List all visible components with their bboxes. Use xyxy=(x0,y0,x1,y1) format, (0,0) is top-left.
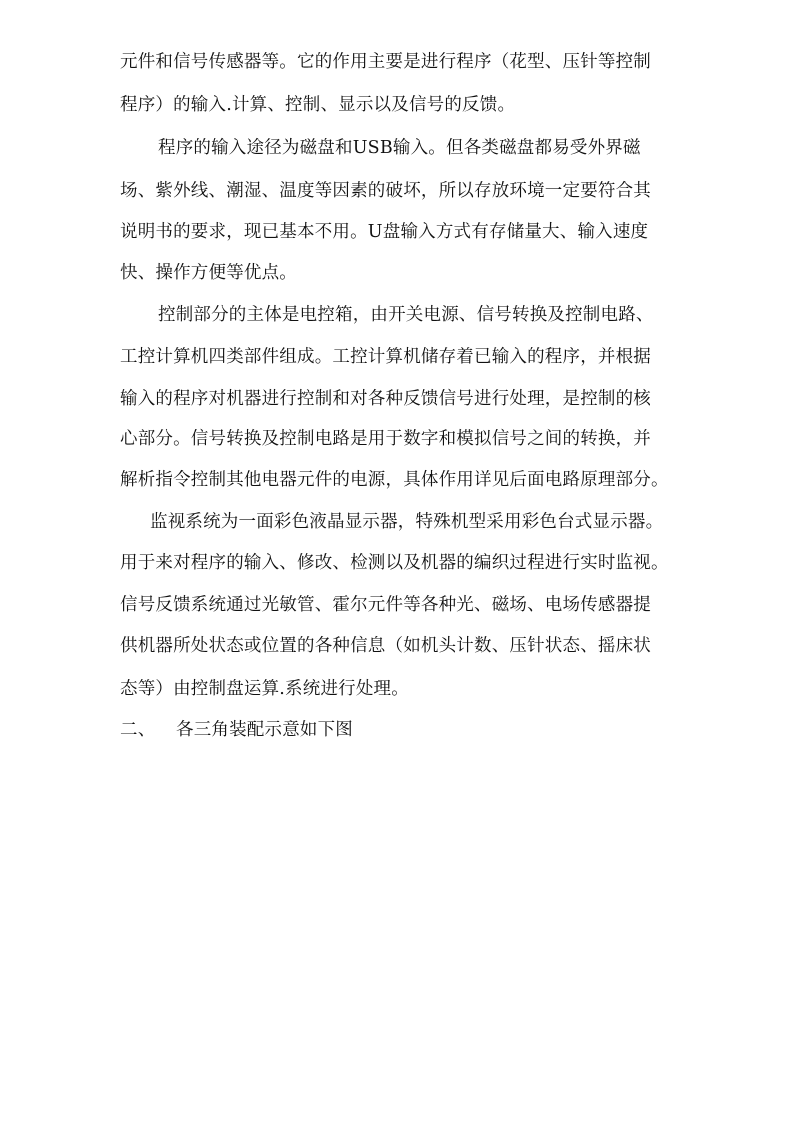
paragraph-line: 用于来对程序的输入、修改、检测以及机器的编织过程进行实时监视。 xyxy=(120,553,669,573)
paragraph-line: 解析指令控制其他电器元件的电源，具体作用详见后面电路原理部分。 xyxy=(120,470,669,490)
paragraph-line: 态等）由控制盘运算.系统进行处理。 xyxy=(120,679,409,699)
paragraph-line: 说明书的要求，现已基本不用。U盘输入方式有存储量大、输入速度 xyxy=(120,222,649,242)
paragraph-line: 心部分。信号转换及控制电路是用于数字和模拟信号之间的转换，并 xyxy=(120,429,651,449)
section-heading xyxy=(120,718,685,742)
paragraph-line: 控制部分的主体是电控箱，由开关电源、信号转换及控制电路、 xyxy=(158,305,654,325)
section-number: 二、 xyxy=(120,720,156,740)
paragraph-line: 快、操作方便等优点。 xyxy=(120,263,297,283)
paragraph-line: 信号反馈系统通过光敏管、霍尔元件等各种光、磁场、电场传感器提 xyxy=(120,595,651,615)
section-title: 各三角装配示意如下图 xyxy=(176,720,353,740)
paragraph-line: 工控计算机四类部件组成。工控计算机储存着已输入的程序，并根据 xyxy=(120,347,651,367)
paragraph-line: 程序）的输入.计算、控制、显示以及信号的反馈。 xyxy=(120,95,516,115)
paragraph-line: 输入的程序对机器进行控制和对各种反馈信号进行处理，是控制的核 xyxy=(120,389,651,409)
paragraph-line: 程序的输入途径为磁盘和USB输入。但各类磁盘都易受外界磁 xyxy=(158,138,641,158)
paragraph-line: 场、紫外线、潮湿、温度等因素的破坏，所以存放环境一定要符合其 xyxy=(120,181,651,201)
paragraph-line: 供机器所处状态或位置的各种信息（如机头计数、压针状态、摇床状 xyxy=(120,636,651,656)
paragraph-line: 元件和信号传感器等。它的作用主要是进行程序（花型、压针等控制 xyxy=(120,52,651,72)
paragraph-line: 监视系统为一面彩色液晶显示器，特殊机型采用彩色台式显示器。 xyxy=(150,512,664,532)
